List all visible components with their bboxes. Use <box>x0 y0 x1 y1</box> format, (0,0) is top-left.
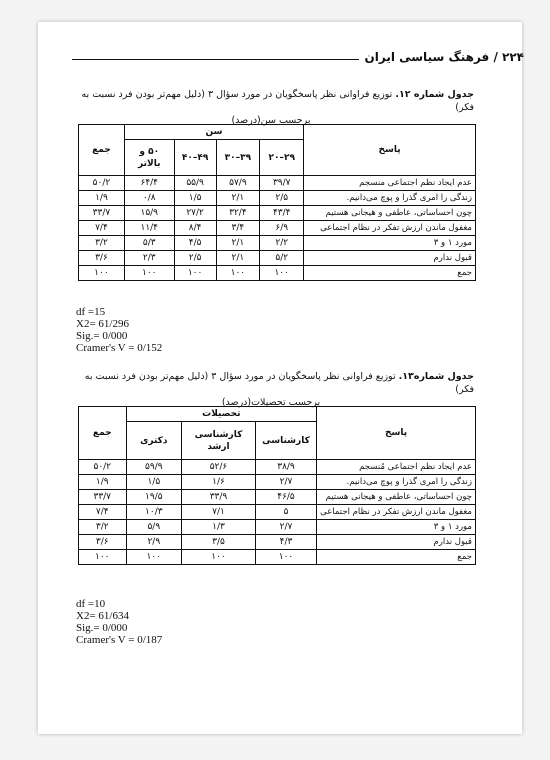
header-rule <box>72 58 359 60</box>
table2-answer: عدم ایجاد نظم اجتماعی مُنسجم <box>317 460 476 475</box>
table-cell: ۲/۷ <box>255 475 316 490</box>
table-cell: ۶/۹ <box>260 221 304 236</box>
table-cell: ۲/۱ <box>216 191 260 206</box>
table1-header-age: ۲۹–۲۰ <box>260 140 304 176</box>
table-row <box>79 236 476 251</box>
table1-answer: قبول ندارم <box>304 251 476 266</box>
running-header <box>72 50 524 64</box>
table-cell: ۱۰۰ <box>126 550 182 565</box>
table2-header-total: جمع <box>79 407 127 460</box>
table1-answer: مغفول ماندن ارزش تفکر در نظام اجتماعی <box>304 221 476 236</box>
table-cell: ۳/۴ <box>216 221 260 236</box>
table-cell: ۳۸/۹ <box>255 460 316 475</box>
table-cell: ۱/۹ <box>79 475 127 490</box>
table-cell: ۵ <box>255 505 316 520</box>
table1-caption <box>68 88 474 127</box>
table-cell: ۱۰۰ <box>79 266 125 281</box>
table-cell: ۳/۶ <box>79 535 127 550</box>
table-cell: ۱۰۰ <box>79 550 127 565</box>
table-cell: ۶۴/۴ <box>124 176 174 191</box>
table1 <box>78 124 476 281</box>
table-row <box>79 266 476 281</box>
table1-header-age: ۵۰ و بالاتر <box>124 140 174 176</box>
table-cell: ۱۰۰ <box>260 266 304 281</box>
table-cell: ۱/۵ <box>174 191 216 206</box>
table-cell: ۳۲/۴ <box>216 206 260 221</box>
table-cell: ۰/۸ <box>124 191 174 206</box>
table2-header-edu: کارشناسی ارشد <box>182 422 256 460</box>
table2-answer: زندگی را امری گذرا و پوچ می‌دانیم. <box>317 475 476 490</box>
table2-answer: مغفول ماندن ارزش تفکر در نظام اجتماعی <box>317 505 476 520</box>
table-cell: ۳۳/۹ <box>182 490 256 505</box>
table-row <box>79 535 476 550</box>
table2 <box>78 406 476 565</box>
table-cell: ۱۰۰ <box>182 550 256 565</box>
stat-line: df =10 <box>76 598 106 610</box>
table2-caption-sub: برحسب تحصیلات(درصد) <box>221 397 321 408</box>
table-cell: ۴۳/۴ <box>260 206 304 221</box>
table-cell: ۵۷/۹ <box>216 176 260 191</box>
table2-header-edu: دکتری <box>126 422 182 460</box>
table2-caption <box>68 370 474 409</box>
table-cell: ۱۱/۴ <box>124 221 174 236</box>
table2-answer: قبول ندارم <box>317 535 476 550</box>
table2-stats <box>76 598 162 646</box>
table1-caption-text: توزیع فراوانی نظر پاسخگویان در مورد سؤال ۳ (دلیل مهم‌تر بودن فرد نسبت به فکر) <box>81 89 474 113</box>
table1-stats <box>76 306 162 354</box>
table-row <box>79 520 476 535</box>
table1-caption-sub: برحسب سن(درصد) <box>231 115 311 126</box>
stat-line: Sig.= 0/000 <box>76 330 128 342</box>
table-cell: ۲/۲ <box>260 236 304 251</box>
table-cell: ۱۰۰ <box>216 266 260 281</box>
table1-header-total: جمع <box>79 125 125 176</box>
stat-line: X2= 61/296 <box>76 318 129 330</box>
stat-line: df =15 <box>76 306 106 318</box>
table1-answer: زندگی را امری گذرا و پوچ می‌دانیم. <box>304 191 476 206</box>
table-cell: ۵۵/۹ <box>174 176 216 191</box>
table-cell: ۳/۲ <box>79 236 125 251</box>
table-cell: ۱/۶ <box>182 475 256 490</box>
table-row <box>79 475 476 490</box>
table-cell: ۴/۵ <box>174 236 216 251</box>
table2-answer: مورد ۱ و ۳ <box>317 520 476 535</box>
table-cell: ۲/۳ <box>124 251 174 266</box>
stat-line: Cramer's V = 0/152 <box>76 342 163 354</box>
table-cell: ۱۹/۵ <box>126 490 182 505</box>
table-cell: ۱۵/۹ <box>124 206 174 221</box>
table-cell: ۳/۲ <box>79 520 127 535</box>
table-row <box>79 191 476 206</box>
table-cell: ۵/۹ <box>126 520 182 535</box>
table-cell: ۳۳/۷ <box>79 490 127 505</box>
running-header-title: ۲۲۴ / فرهنگ سیاسی ایران <box>364 50 524 64</box>
table-cell: ۳۹/۷ <box>260 176 304 191</box>
table-cell: ۱/۵ <box>126 475 182 490</box>
table-cell: ۲/۵ <box>260 191 304 206</box>
table-cell: ۲/۹ <box>126 535 182 550</box>
table1-answer: عدم ایجاد نظم اجتماعی منسجم <box>304 176 476 191</box>
table2-header-group: تحصیلات <box>126 407 317 422</box>
table1-answer: جمع <box>304 266 476 281</box>
table-cell: ۴۶/۵ <box>255 490 316 505</box>
table-cell: ۲/۱ <box>216 251 260 266</box>
table-cell: ۳/۵ <box>182 535 256 550</box>
table-cell: ۱۰۰ <box>255 550 316 565</box>
table-row <box>79 490 476 505</box>
stat-line: X2= 61/634 <box>76 610 129 622</box>
table-row <box>79 251 476 266</box>
table-cell: ۲۷/۲ <box>174 206 216 221</box>
table-cell: ۱۰۰ <box>174 266 216 281</box>
table1-header-age: ۴۹–۴۰ <box>174 140 216 176</box>
table-row <box>79 221 476 236</box>
table-cell: ۱۰/۳ <box>126 505 182 520</box>
table1-caption-number: جدول شماره ۱۲. <box>395 89 474 100</box>
table-cell: ۲/۵ <box>174 251 216 266</box>
table1-header-age: ۳۹–۳۰ <box>216 140 260 176</box>
table2-caption-text: توزیع فراوانی نظر پاسخگویان در مورد سؤال ۳ (دلیل مهم‌تر بودن فرد نسبت به فکر) <box>84 371 474 395</box>
stat-line: Cramer's V = 0/187 <box>76 634 163 646</box>
table-cell: ۵۰/۲ <box>79 176 125 191</box>
table-cell: ۷/۱ <box>182 505 256 520</box>
table2-header-edu: کارشناسی <box>255 422 316 460</box>
table-cell: ۱/۳ <box>182 520 256 535</box>
table-cell: ۴/۳ <box>255 535 316 550</box>
table2-caption-number: جدول شماره۱۳. <box>398 371 474 382</box>
table2-header-answer: پاسخ <box>317 407 476 460</box>
table-cell: ۵۹/۹ <box>126 460 182 475</box>
table-cell: ۵۲/۶ <box>182 460 256 475</box>
table-row <box>79 460 476 475</box>
table-cell: ۷/۴ <box>79 505 127 520</box>
table-cell: ۷/۴ <box>79 221 125 236</box>
table-row <box>79 206 476 221</box>
table-cell: ۳/۶ <box>79 251 125 266</box>
table-row <box>79 505 476 520</box>
table-cell: ۳۳/۷ <box>79 206 125 221</box>
table1-answer: چون احساساتی، عاطفی و هیجانی هستیم <box>304 206 476 221</box>
table-cell: ۲/۷ <box>255 520 316 535</box>
table-cell: ۵/۳ <box>124 236 174 251</box>
stat-line: Sig.= 0/000 <box>76 622 128 634</box>
table1-answer: مورد ۱ و ۳ <box>304 236 476 251</box>
table-cell: ۸/۴ <box>174 221 216 236</box>
table-cell: ۱/۹ <box>79 191 125 206</box>
table-row <box>79 550 476 565</box>
table-cell: ۵/۲ <box>260 251 304 266</box>
table2-answer: جمع <box>317 550 476 565</box>
table-row <box>79 176 476 191</box>
table-cell: ۲/۱ <box>216 236 260 251</box>
table1-header-group: سن <box>124 125 303 140</box>
table1-header-answer: پاسخ <box>304 125 476 176</box>
table-cell: ۱۰۰ <box>124 266 174 281</box>
table-cell: ۵۰/۲ <box>79 460 127 475</box>
table2-answer: چون احساساتی، عاطفی و هیجانی هستیم <box>317 490 476 505</box>
